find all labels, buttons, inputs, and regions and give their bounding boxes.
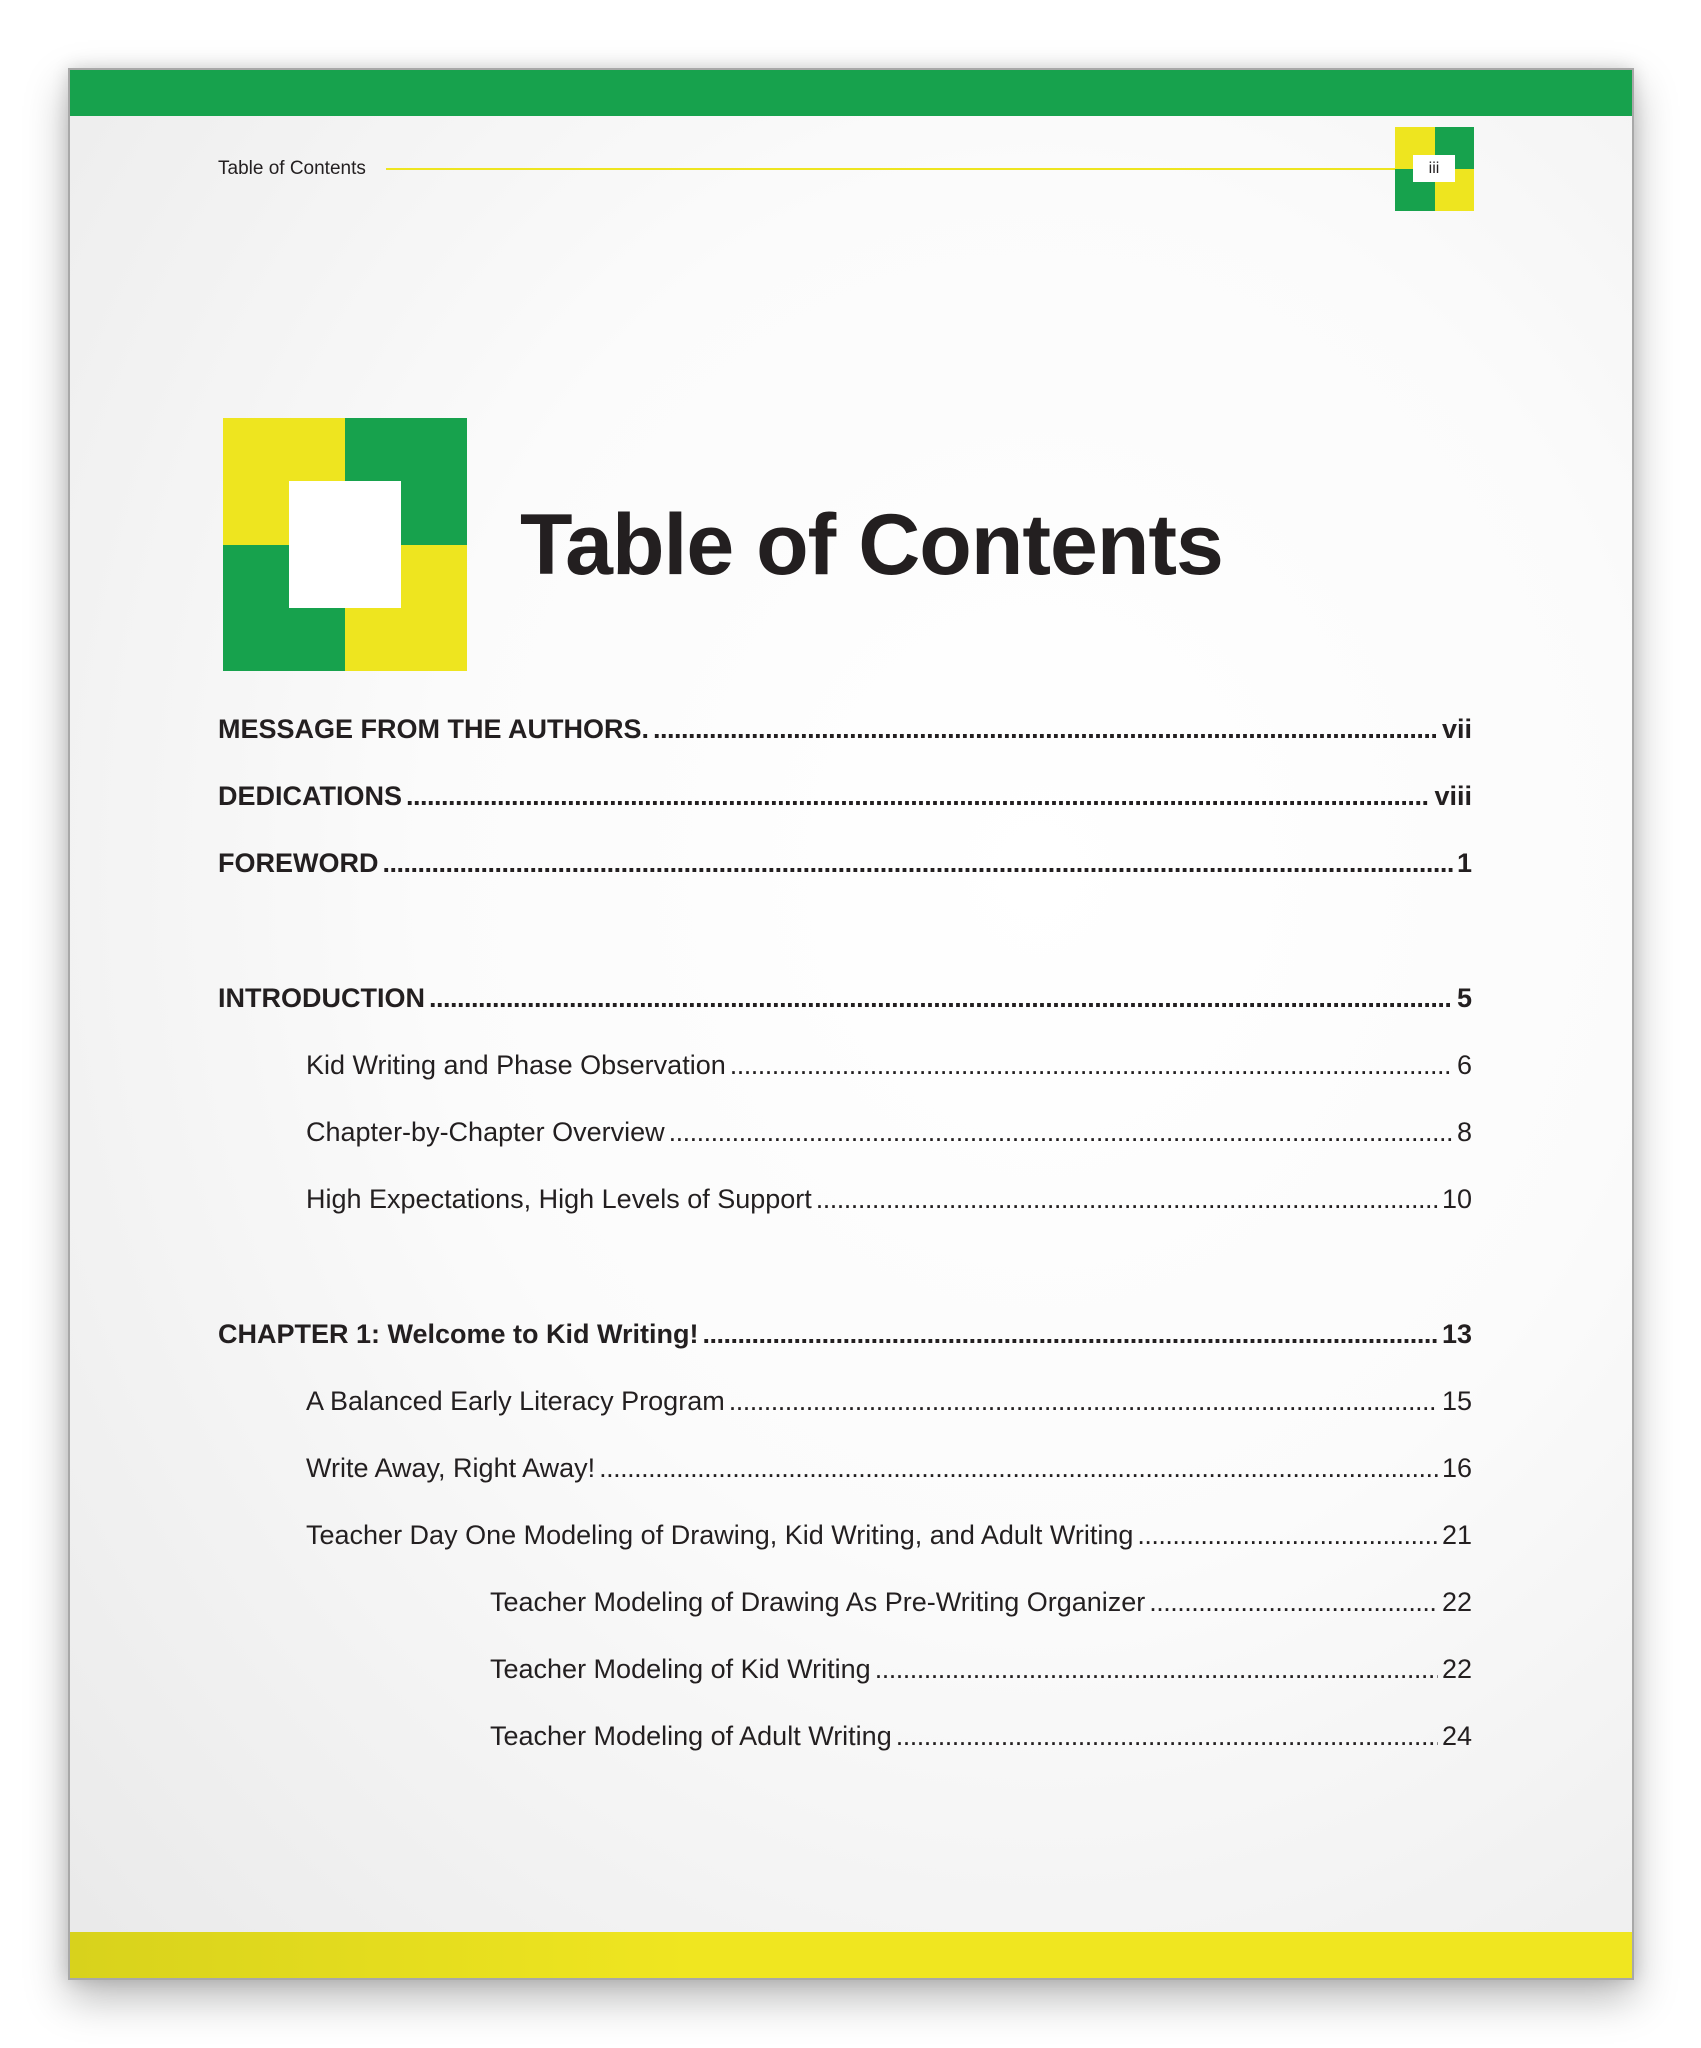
- toc-entry-title: Teacher Modeling of Kid Writing: [490, 1654, 871, 1684]
- toc-entry-page: 1: [1456, 848, 1472, 878]
- toc-entry-title: Teacher Modeling of Adult Writing: [490, 1721, 892, 1751]
- toc-entry[interactable]: [218, 779, 1472, 813]
- page-number: iii: [1413, 155, 1455, 182]
- dot-leader: [382, 846, 1452, 880]
- table-of-contents: [70, 70, 1632, 1978]
- dot-leader: [599, 1451, 1438, 1485]
- toc-entry-title: Teacher Modeling of Drawing As Pre-Writing Organizer: [490, 1587, 1146, 1617]
- running-header-title: Table of Contents: [218, 158, 366, 179]
- toc-entry[interactable]: [306, 1048, 1472, 1082]
- page-title: Table of Contents: [520, 497, 1223, 593]
- toc-entry-title: A Balanced Early Literacy Program: [306, 1386, 725, 1416]
- toc-entry-page: 15: [1441, 1386, 1472, 1416]
- toc-entry-page: 8: [1456, 1117, 1472, 1147]
- dot-leader: [729, 1384, 1438, 1418]
- toc-entry[interactable]: [306, 1518, 1472, 1552]
- dot-leader: [875, 1652, 1438, 1686]
- toc-entry-page: 5: [1456, 983, 1472, 1013]
- toc-entry[interactable]: [490, 1719, 1472, 1753]
- dot-leader: [730, 1048, 1453, 1082]
- toc-entry-page: 22: [1441, 1654, 1472, 1684]
- toc-entry[interactable]: [218, 981, 1472, 1015]
- toc-entry-page: 6: [1456, 1050, 1472, 1080]
- dot-leader: [669, 1115, 1453, 1149]
- dot-leader: [406, 779, 1430, 813]
- toc-entry-title: MESSAGE FROM THE AUTHORS.: [218, 714, 650, 744]
- dot-leader: [653, 712, 1438, 746]
- dot-leader: [429, 981, 1453, 1015]
- toc-entry[interactable]: [218, 712, 1472, 746]
- dot-leader: [896, 1719, 1438, 1753]
- toc-entry-title: FOREWORD: [218, 848, 379, 878]
- toc-entry-title: Teacher Day One Modeling of Drawing, Kid Writing, and Adult Writing: [306, 1520, 1134, 1550]
- toc-entry[interactable]: [218, 1317, 1472, 1351]
- dot-leader: [1137, 1518, 1438, 1552]
- toc-entry-title: DEDICATIONS: [218, 781, 403, 811]
- toc-entry[interactable]: [218, 846, 1472, 880]
- toc-entry-page: viii: [1434, 781, 1472, 811]
- book-page: [68, 68, 1634, 1980]
- toc-entry-title: High Expectations, High Levels of Support: [306, 1184, 812, 1214]
- toc-entry[interactable]: [306, 1451, 1472, 1485]
- toc-entry-page: vii: [1441, 714, 1472, 744]
- toc-entry-page: 13: [1441, 1319, 1472, 1349]
- bottom-yellow-band: [70, 1932, 1632, 1978]
- toc-entry-title: CHAPTER 1: Welcome to Kid Writing!: [218, 1319, 699, 1349]
- toc-entry-title: Kid Writing and Phase Observation: [306, 1050, 726, 1080]
- toc-entry-title: Write Away, Right Away!: [306, 1453, 596, 1483]
- toc-entry-title: INTRODUCTION: [218, 983, 425, 1013]
- dot-leader: [1149, 1585, 1438, 1619]
- dot-leader: [816, 1182, 1438, 1216]
- toc-entry[interactable]: [306, 1115, 1472, 1149]
- toc-entry-page: 10: [1441, 1184, 1472, 1214]
- toc-entry-title: Chapter-by-Chapter Overview: [306, 1117, 665, 1147]
- toc-entry-page: 21: [1441, 1520, 1472, 1550]
- toc-entry[interactable]: [490, 1652, 1472, 1686]
- toc-entry-page: 24: [1441, 1721, 1472, 1751]
- dot-leader: [703, 1317, 1438, 1351]
- toc-entry-page: 16: [1441, 1453, 1472, 1483]
- toc-entry[interactable]: [306, 1182, 1472, 1216]
- toc-entry[interactable]: [306, 1384, 1472, 1418]
- toc-entry[interactable]: [490, 1585, 1472, 1619]
- toc-entry-page: 22: [1441, 1587, 1472, 1617]
